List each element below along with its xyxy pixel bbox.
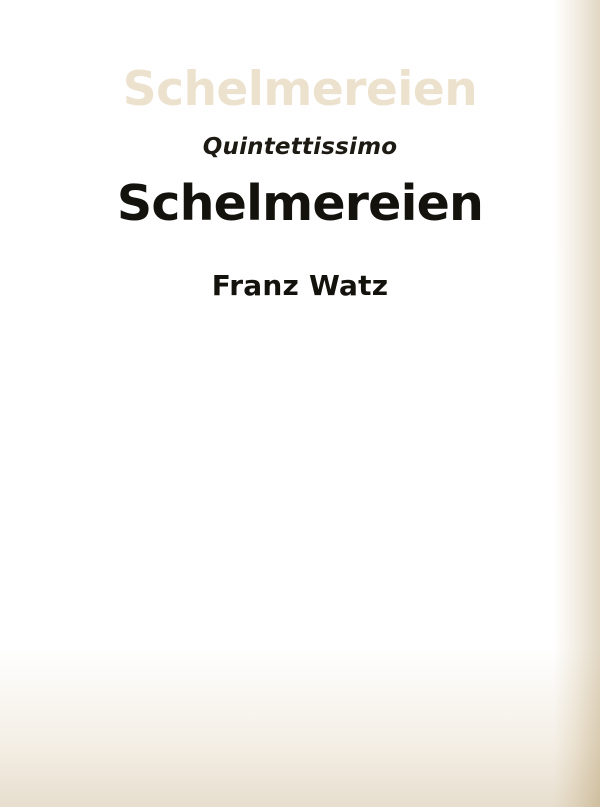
bottom-edge-shadow (0, 647, 600, 807)
composer-name: Franz Watz (211, 269, 389, 303)
ghost-title-watermark: Schelmereien (122, 62, 478, 117)
cover-text-block (0, 0, 600, 302)
page-title: Schelmereien (116, 175, 484, 232)
series-label: Quintettissimo (202, 134, 398, 160)
